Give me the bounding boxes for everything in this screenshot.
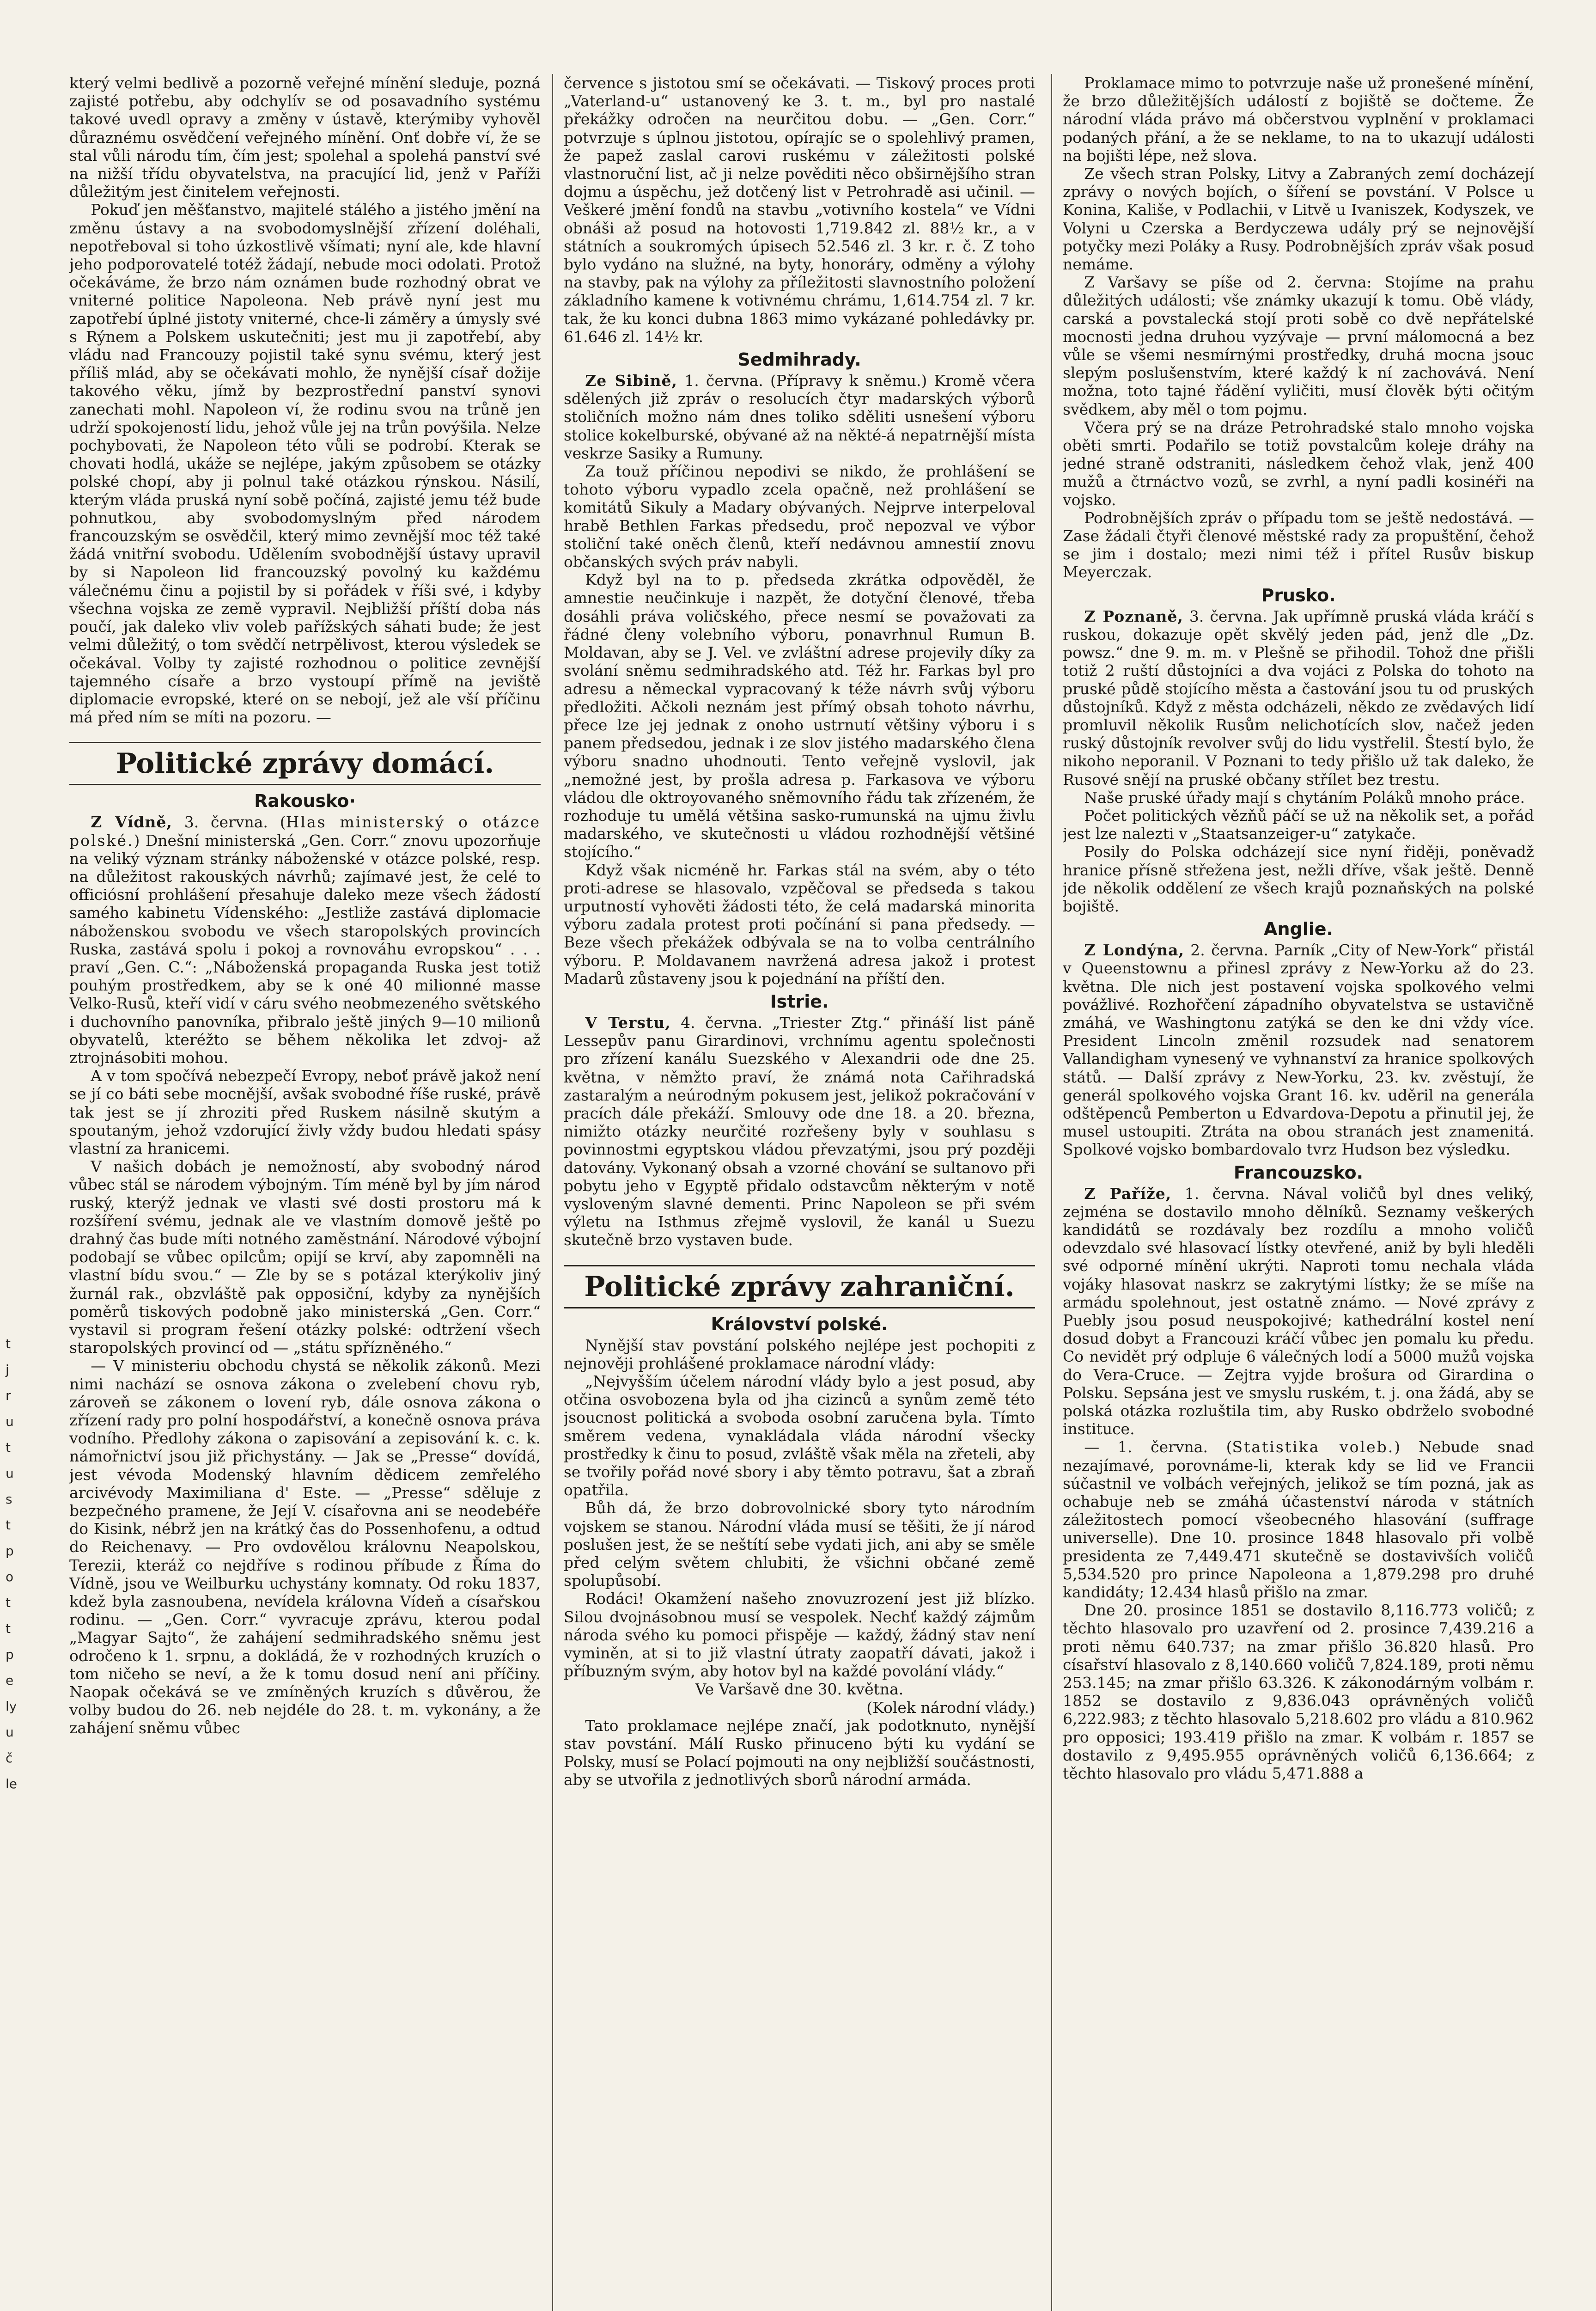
left-margin-fragments: t j r u t u s t p o t t p e ly u č le: [6, 1336, 18, 1791]
country-heading-poland: Království polské.: [711, 1314, 888, 1334]
dateline-place: Z Londýna,: [1084, 941, 1184, 960]
article-paragraph: Rodáci! Okamžení našeho znovuzrození jest již blízko. Silou dvojnásobnou musí se vespolek. Nechť každý zájmům národa svého ku pomoci přispěje — každý, žádný stav není vyminěn, at si to již vlastní útraty zaopatří dávati, jakož i příbuzným svým, aby hotov byl na každé povolání vlády.“: [564, 1590, 1035, 1681]
section-heading-foreign: Politické zprávy zahraniční.: [564, 1265, 1035, 1308]
dispatch-trieste: V Terstu, 4. června. „Triester Ztg.“ přináší list páně Lessepův panu Girardinovi, vrchnímu agentu společnosti pro zřízení kanálu Suezského v Alexandrii ode dne 25. května, v němžto praví, že známá nota Cařihradská zastaralým a neúrodným pokusem jest, jelikož pokračování v pracích dále překáží. Smlouvy ode dne 18. a 20. března, nimižto otázky neurčité rozřešeny byly v souhlasu s povinnostmi egyptskou vládou převzatými, jsou prý později datovány. Vykonaný obsah a vzorné chování se sultanovo při pobytu jeho v Egyptě přidalo odstavcům některým v notě vysloveným slavné dementi. Princ Napoleon se při svém výletu na Isthmus zřejmě vyslovil, že kanál u Suezu skutečně brzo vystaven bude.: [564, 1013, 1035, 1249]
article-paragraph: Včera prý se na dráze Petrohradské stalo mnoho vojska oběti smrti. Podařilo se totiž povstalcům koleje dráhy na jedné straně odstraniti, následkem čehož vlak, jenž 400 mužů a čtrnáctvo vozů, se zvrhl, a nyní padli kosinéři na vojsko.: [1063, 418, 1534, 509]
article-paragraph: V našich dobách je nemožností, aby svobodný národ vůbec stál se národem výbojným. Tím méně byl by jím národ ruský, kterýž jednak ve vlasti své dosti prostoru má k rozšíření svému, jednak ale ve vlastním domově ještě po drahný čas bude míti notného zaměstnání. Národové výbojní podobají se vůbec opilcům; opijí se krví, aby zapomněli na vlastní bídu svou.“ — Zle by se s potázal kterýkoliv jiný žurnál rak., obzvláště pak opposiční, kdyby za nynějších poměrů tiskových podobně jako ministerská „Gen. Corr.“ vystavil si program řešení otázky polské: odtržení všech staropolských provincí od — „státu spřízněného.“: [69, 1157, 541, 1357]
country-heading-istria: Istrie.: [770, 991, 829, 1012]
dateline-place: V Terstu,: [585, 1013, 671, 1032]
article-paragraph: Když byl na to p. předseda zkrátka odpověděl, že amnestie neučinkuje i nazpět, že dotyční členové, třeba dosáhli práva voličského, přece nesmí se považovati za řádné členy volebního výboru, ponavrhnul Rumun B. Moldavan, aby se J. Vel. ve zvláštní adrese projevily díky za svolání sněmu sedmihradského atd. Též hr. Farkas byl pro adresu a německal vypracovaný k téže návrh svůj výboru předložiti. Ačkoli neznám jest přímý obsah tohoto návrhu, přece lze jej jednak z onoho ustrnutí většiny výboru i s panem předsedou, jednak i ze slov jistého madarského člena výboru snadno uhodnouti. Tento veřejně vyslovil, jak „nemožné jest, by prošla adresa p. Farkasova ve výboru vládou dle oktroyovaného sněmovního řádu tak zřízeném, že rozhoduje tu umělá většina sasko-rumunská na ujmu živlu madarského, ve skutečnosti u vládou rozhodnější většiné stojícího.“: [564, 571, 1035, 861]
dispatch-subject: Statistika voleb.: [1232, 1438, 1395, 1456]
dateline-place: Z Paříže,: [1084, 1184, 1172, 1203]
dispatch-paris: Z Paříže, 1. června. Nával voličů byl dnes veliký, zejména se dostavilo mnoho dělníků. Seznamy veškerých kandidátů se rozdávaly bez rozdílu a mnoho voličů odevzdalo své hlasovací lístky otevřené, aniž by byli hleděli své odporné mínění ukrýti. Naproti tomu nechala vláda vojáky hlasovat naskrz se zakrytými lístky; že se míše na armádu spolehnout, jest ostatně známo. — Nové zprávy z Puebly jsou posud neuspokojivé; kathedrální kostel není dosud dobyt a Francouzi kráčí vůbec jen pomalu ku předu. Co nevidět prý odpluje 6 válečných lodí a 5000 mužů vojska do Vera-Cruce. — Zejtra vyjde brošura od Girardina o Polsku. Sepsána jest ve smyslu ruském, t. j. ona žádá, aby se polská otázka rozluštila tim, aby Rusko obdrželo svobodné instituce.: [1063, 1184, 1534, 1438]
column-left: [69, 74, 541, 2311]
proclamation-seal-note: (Kolek národní vlády.): [866, 1698, 1035, 1717]
column-divider: [552, 74, 553, 2311]
dateline-place: Ze Sibině,: [585, 372, 677, 390]
article-paragraph: Posily do Polska odcházejí sice nyní řiději, poněvadž hranice přísně střežena jest, nežli dříve, však ještě. Denně jde několik oddělení ze všech krajů poznaňských na polské bojiště.: [1063, 843, 1534, 915]
country-heading-austria: Rakousko·: [254, 791, 356, 812]
country-heading-transylvania: Sedmihrady.: [737, 349, 861, 370]
dateline-place: Z Vídně,: [91, 813, 172, 831]
article-paragraph: „Nejvyšším účelem národní vlády bylo a jest posud, aby otčina osvobozena byla od jha cizinců a synům země této jsoucnost politická a svoboda osobní zaručena byla. Tímto směrem vedena, vynakládala vláda národní všecky prostředky k činu to posud, zvláště však měla na zřeteli, aby se tvořily pořád nové sbory i aby těmto potravu, šat a zbraň opatřila.: [564, 1372, 1035, 1499]
article-paragraph: Dne 20. prosince 1851 se dostavilo 8,116.773 voličů; z těchto hlasovalo pro uzavření od 2. prosince 7,439.216 a proti němu 640.737; na zmar přišlo 36.820 hlasů. Pro císařství hlasovalo z 8,140.660 voličů 7,824.189, proti němu 253.145; na zmar přišlo 63.326. K zákonodárným volbám r. 1852 se dostavilo z 9,836.043 oprávněných voličů 6,222.983; z těchto hlasovalo 5,218.602 pro vládu a 810.962 pro opposici; 193.419 přišlo na zmar. K volbám r. 1857 se dostavilo z 9,495.955 oprávněných voličů 6,136.664; z těchto hlasovalo pro vládu 5,471.888 a: [1063, 1601, 1534, 1783]
proclamation-date: Ve Varšavě dne 30. května.: [695, 1680, 904, 1699]
article-paragraph: Pokuď jen měšťanstvo, majitelé stálého a jistého jmění na změnu ústavy a na svobodomyslnější zřízení doléhali, nepotřeboval si toho úzkostlivě všímati; nyní ale, kde hlavní jeho podporovatelé totéž žádají, nebude moci odolati. Protož očekáváme, že brzo nám oznámen bude rozhodný obrat ve vniterné politice Napoleona. Neb právě nyní jest mu zapotřebí úplné jistoty vniterné, chce-li záměry a úmysly své s Rýnem a Polskem uskutečniti; jest mu ji zapotřebí, aby vládu nad Francouzy pojistil také synu svému, který jest příliš mlád, aby se očekávati mohlo, že nynější císař dožije takového věku, jímž by bezprostřední panství synovi zanechati mohl. Napoleon ví, že rodinu svou na trůně jen udrží spokojeností lidu, jehož vůle jej na trůn povýšila. Nelze pochybovati, že Napoleon této vůli se podrobí. Kterak se chovati hodlá, ukáže se nejlépe, jakým způsobem se otázky polské chopí, aby ji polnul také otázkou rýnskou. Násilí, kterým vláda pruská nyní sobě počíná, zajisté jemu též bude pohnutkou, aby svobodomyslným před národem francouzským se osvědčil, který mimo zevnější moc též také žádá vnitřní svobodu. Udělením svobodnější ústavy upravil by si Napoleon lid francouzský povolný ku každému válečnému činu a pojistil by si pořádek v říši své, i kdyby všechna vojska ze země vypravil. Nejbližší příští doba nás poučí, jak daleko vliv voleb pařížských sáhati bude; že jest velmi důležitý, o tom svědčí netrpělivost, kterou výsledek se očekával. Volby ty zajisté rozhodnou o politice zevnější tajemného císaře a brzo vystoupí přímě na jeviště diplomacie evropské, které on se nebojí, jež ale vší příčinu má před ním se míti na pozoru. —: [69, 201, 541, 727]
article-paragraph: Když však nicméně hr. Farkas stál na svém, aby o této proti-adrese se hlasovalo, vzpěčoval se předseda s takou urputností vyhověti žádosti této, že celá madarská minorita výboru zadala protest proti počínání si pana předsedy. — Beze všech překážek odbývala se na to volba centrálního výboru. P. Moldavanem navržená adresa jakož i protest Madarů zůstaveny jsou k pojednání na příští den.: [564, 861, 1035, 988]
article-paragraph: A v tom spočívá nebezpečí Evropy, neboť právě jakož není se jí co báti sebe mocnější, avšak svobodné říše ruské, právě tak jest se jí zhroziti před Ruskem násilně skutým a spoutaným, jehož vzdorující živly vždy budou hledati spásy vlastní za hranicemi.: [69, 1067, 541, 1157]
dispatch-sibiu: Ze Sibině, 1. června. (Přípravy k sněmu.) Kromě včera sdělených již zpráv o resolucích čtyr madarských výborů stoličních možno nám dnes toliko sděliti usnešení výboru stolice kokelburské, obývané až na někté-á nepatrnější místa veskrze Sasiky a Rumuny.: [564, 372, 1035, 462]
country-heading-france: Francouzsko.: [1233, 1162, 1364, 1183]
country-heading-england: Anglie.: [1264, 919, 1333, 940]
article-paragraph: který velmi bedlivě a pozorně veřejné mínění sleduje, pozná zajisté potřebu, aby odchylív se od posavadního systému takové uvedl opravy a změny v ústavě, kterýmiby vyhověl důraznému osvědčení veřejného mínění. Onť dobře ví, že se stal vůli národu tím, čím jest; spolehal a spolehá panství své na nižší třídu obyvatelstva, na pracující lid, jenž v Paříži důležitým jest činitelem veřejnosti.: [69, 74, 541, 201]
dispatch-election-statistics: — 1. června. (Statistika voleb.) Nebude snad nezajímavé, porovnáme-li, kterak kdy se lid ve Francii súčastnil ve volbách veřejných, jelikož se tím pozná, jak as ochabuje neb se zmáhá účastenství národa v státních záležitostech pomocí všeobecného hlasování (suffrage universelle). Dne 10. prosince 1848 hlasovalo při volbě presidenta ze 7,449.471 skutečně se dostavivších voličů 5,534.520 pro prince Napoleona a 1,879.298 pro druhé kandidáty; 12.434 hlasů přišlo na zmar.: [1063, 1438, 1534, 1602]
article-paragraph: Za touž příčinou nepodivi se nikdo, že prohlášení se tohoto výboru vypadlo zcela opačně, než prohlášení se komitátů Sikuly a Madary obývaných. Nejprve interpeloval hrabě Bethlen Farkas předsedu, proč nepozval ve výbor stoliční také oněch členů, kteří nedávnou amnestií znovu občanských svých práv nabyli.: [564, 462, 1035, 571]
dispatch-vienna: Z Vídně, 3. června. (Hlas ministerský o otázce polské.) Dnešní ministerská „Gen. Corr.“ znovu upozorňuje na veliký význam stránky náboženské v otázce polské, resp. na důležitost rakouských návrhů; zajímavé jest, že celé to officiósní prohlášení přesahuje daleko meze všech žádostí samého kabinetu Vídenského: „Jestliže zastává diplomacie náboženskou svobodu ve všech staropolských provincích Ruska, zastává spolu i pokoj a rovnováhu evropskou“ . . . praví „Gen. C.“: „Náboženská propaganda Ruska jest totiž pouhým prostředkem, aby se k oné 40 milionné masse Velko-Rusů, kteří vidí v cáru svého neobmezeného světského i duchovního panovníka, přibralo ještě jiných 9—10 milionů obyvatelů, kteréžto se během několika let zdvoj- až ztrojnásobiti mohou.: [69, 813, 541, 1067]
article-paragraph: Z Varšavy se píše od 2. června: Stojíme na prahu důležitých události; vše známky ukazují k tomu. Obě vlády, carská a povstalecká stojí proti sobě co dvě nepřátelské mocnosti jedna druhou vyzývaje — první málomocná a bez vůle se všemi nesmírnými prostředky, druhá mocna jsouc slepým poslušenstvím, které každý k ní zachovává. Není možna, toto tajné řádění vyličiti, musí člověk býti očitým svědkem, aby měl o tom pojmu.: [1063, 273, 1534, 418]
column-divider: [1051, 74, 1052, 2311]
article-paragraph: Ze všech stran Polsky, Litvy a Zabraných zemí docházejí zprávy o nových bojích, o šíření se povstání. V Polsce u Konina, Kališe, v Podlachii, v Litvě u Ivaniszek, Kodyszek, ve Volyni u Czerska a Berdyczewa udály prý se nejnovější potyčky mezi Poláky a Rusy. Podrobnějších zpráv však posud nemáme.: [1063, 165, 1534, 274]
dispatch-subject: Hlas ministerský o otázce polské.: [69, 813, 541, 850]
article-paragraph: Počet politických vězňů páčí se už na několik set, a pořád jest lze nalezti v „Staatsanzeiger-u“ zatykače.: [1063, 806, 1534, 843]
dispatch-london: Z Londýna, 2. června. Parník „City of New-York“ přistál v Queenstownu a přinesl zprávy z New-Yorku až do 23. května. Dle nich jest postavení vojska spolkového velmi povážlivé. Rozhořčení západního obyvatelstva se ustavičně zmáhá, ve Washingtonu zatýká se den ke dni vždy více. President Lincoln změnil rozsudek nad senatorem Vallandigham vynesený ve vyhnanství za hranice spolkových států. — Další zprávy z New-Yorku, 23. kv. zvěstují, že generál spolkového vojska Grant 16. kv. uděril na generála odštěpenců Pemberton u Edvardova-Depotu a přinutil jej, že musel ustoupiti. Ztráta na obou stranách jest znamenitá. Spolkové vojsko bombardovalo tvrz Hudson bez výsledku.: [1063, 941, 1534, 1159]
dateline-place: Z Poznaně,: [1084, 607, 1183, 625]
article-paragraph: července s jistotou smí se očekávati. — Tiskový proces proti „Vaterland-u“ ustanovený ke 3. t. m., byl pro nastalé překážky odročen na neurčitou dobu. — „Gen. Corr.“ potvrzuje s úplnou jistotou, opírajíc se o spolehlivý pramen, že papež zaslal carovi ruskému v záležitosti polské vlastnoruční list, ač ji nelze pověditi něco obširnějšího stran dojmu a úspěchu, jež dotčený list v Petrohradě asi učinil. — Veškeré jmění fondů na stavbu „votivního kostela“ ve Vídni obnáši až posud na hotovosti 1,719.842 zl. 88½ kr., a v státních a soukromých úpisech 52.546 zl. 3 kr. r. č. Z toho bylo vydáno na služné, na byty, honoráry, odměny a výlohy na stavby, pak na výlohy za příležitosti slavnostního položení základního kamene k votivnému chrámu, 1,614.754 zl. 7 kr. tak, že ku konci dubna 1863 mimo vykázané pohledávky pr. 61.646 zl. 14½ kr.: [564, 74, 1035, 346]
column-middle: [564, 74, 1035, 2311]
article-paragraph: Podrobnějších zpráv o případu tom se ještě nedostává. — Zase žádali čtyři členové městské rady za propuštění, čehož se jim i dostalo; mezi nimi též i přítel Rusův biskup Meyerczak.: [1063, 508, 1534, 581]
article-paragraph: — V ministeriu obchodu chystá se několik zákonů. Mezi nimi nachází se osnova zákona o zvelebení chovu ryb, zároveň se zákonem o lovení ryb, dále osnova zákona o zřízení rady pro polní hospodářství, a konečně osnova práva vodního. Předlohy zákona o zapisování a zepisování k. c. k. námořnictví jsou již přichystány. — Jak se „Presse“ dovídá, jest vévoda Modenský hlavním dědicem zemřelého arcivévody Maximiliana d' Este. — „Presse“ sděluje z bezpečného pramene, že Její V. císařovna ani se neodebéře do Kisink, nébrž jen na krátký čas do Possenhofenu, a odtud do Reichenavy. — Pro ovdovělou královnu Neapolskou, Terezii, kteráž co nejdříve s rodinou příbude z Říma do Vídně, jsou ve Weilburku uchystány komnaty. Od roku 1837, kdež byla zasnoubena, nevídela královna Vídeň a císařskou rodinu. — „Gen. Corr.“ vyvracuje zprávu, kterou podal „Magyar Sajto“, že zahájení sedmihradského sněmu jest odročeno k 1. srpnu, a dokládá, že v rozhodných kruzích o tom ničeho se neví, a že k tomu dosud není ani příčiny. Naopak očekává se ve zmíněných kruzích s důvěrou, že volby budou do 26. neb nejdéle do 28. t. m. vykonány, a že zahájení sněmu vůbec: [69, 1357, 541, 1737]
article-paragraph: Bůh dá, že brzo dobrovolnické sbory tyto národním vojskem se stanou. Národní vláda musí se těšiti, že jí národ poslušen jest, že se neštítí sebe vydati jich, ani aby se směle před celým světem chlubiti, že všichni občané země spolupůsobí.: [564, 1499, 1035, 1590]
country-heading-prussia: Prusko.: [1261, 585, 1336, 605]
dispatch-poznan: Z Poznaně, 3. června. Jak upřímně pruská vláda kráčí s ruskou, dokazuje opět skvělý jeden pád, jenž dle „Dz. powsz.“ dne 9. m. m. v Plešně se přihodil. Tohož dne přišli totiž 2 ruští důstojníci a dva vojáci z Polska do tohoto na pruské půdě stojícího města a častování jsou tu od pruských důstojníků. Když z města odcházeli, někdo ze zvědavých lidí promluvil několik Rusům nelichotících slov, načež jeden ruský důstojník revolver svůj do lidu vystřelil. Štestí bylo, že nikoho neporanil. V Poznani to tedy přišlo už tak daleko, že Rusové snějí na pruské občany střílet bez trestu.: [1063, 607, 1534, 789]
article-paragraph: Proklamace mimo to potvrzuje naše už pronešené mínění, že brzo důležitějších událostí z bojiště se dočteme. Že národní vláda právo má občerstvou vyplnění v proklamaci podaných přání, a že se neklame, to na to ukazují události na bojišti lépe, než slova.: [1063, 74, 1534, 165]
column-right: [1063, 74, 1534, 2311]
newspaper-page: [69, 74, 1534, 2311]
section-heading-domestic: Politické zprávy domácí.: [69, 742, 541, 785]
article-paragraph: Tato proklamace nejlépe značí, jak podotknuto, nynější stav povstání. Málí Rusko přinuceno býti ku vydání se Polsky, musí se Polací pojmouti na ony nejbližší součástnosti, aby se utvořila z jednotlivých sborů národní armáda.: [564, 1716, 1035, 1789]
article-paragraph: Naše pruské úřady mají s chytáním Poláků mnoho práce.: [1084, 788, 1525, 807]
article-paragraph: Nynější stav povstání polského nejlépe jest pochopiti z nejnověji prohlášené proklamace národní vlády:: [564, 1336, 1035, 1372]
